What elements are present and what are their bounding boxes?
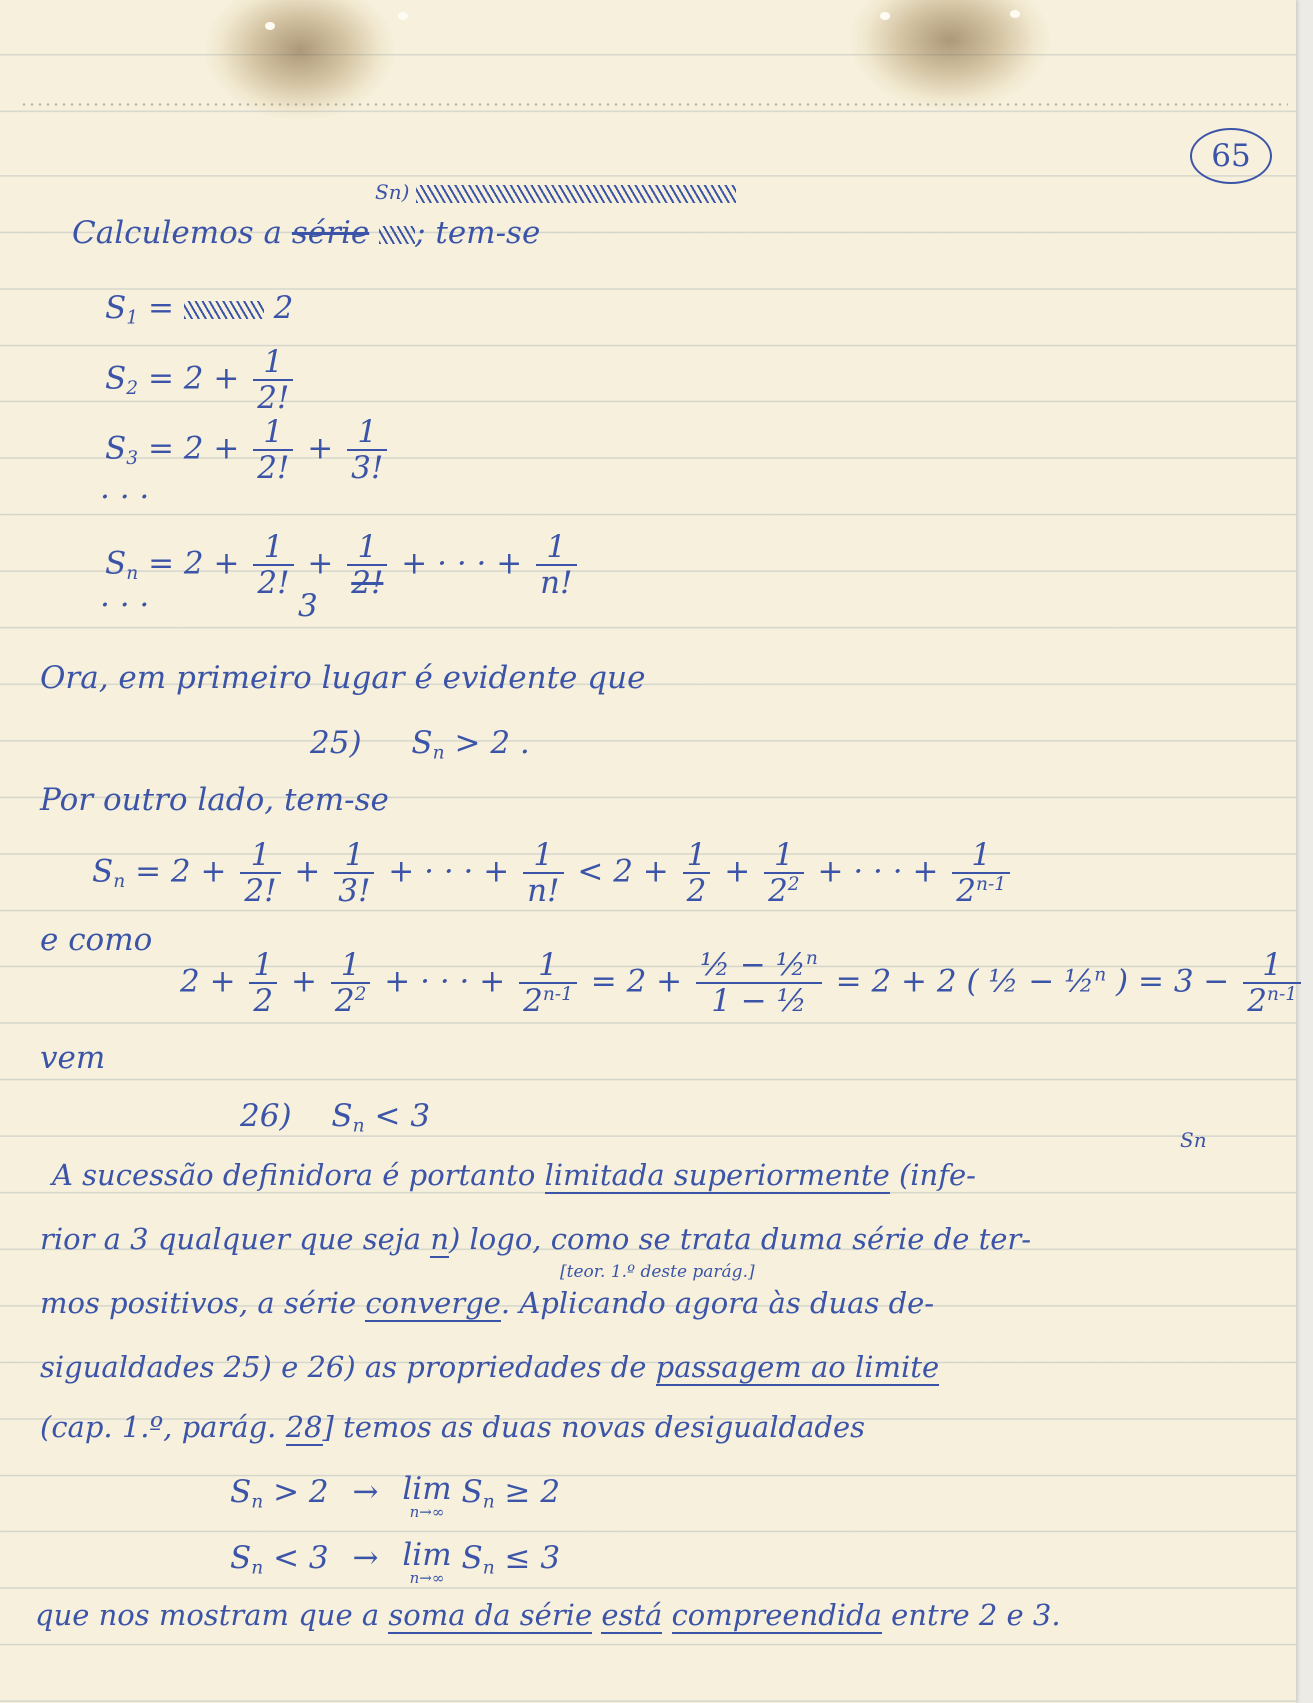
limit: [402, 1537, 452, 1587]
para-l3-a: mos positivos, a série: [40, 1286, 357, 1320]
s1-symbol: S: [105, 290, 127, 326]
s1-value: 2: [273, 290, 294, 326]
denominator: 2!: [257, 565, 290, 602]
eq25-tag: 25): [310, 725, 362, 761]
s1-equals: =: [147, 290, 174, 326]
numerator: 1: [1243, 948, 1301, 984]
exponent: 2: [354, 983, 367, 1005]
perforation-line: [20, 103, 1288, 106]
lim-text: lim: [402, 1471, 452, 1507]
para-l5-c: ] temos as duas novas desigualdades: [322, 1410, 866, 1444]
ineq-lt: < 2 +: [577, 853, 669, 890]
denominator: [952, 874, 1010, 908]
ineq-s: S: [92, 853, 114, 890]
para-l3-converge: converge: [365, 1286, 501, 1320]
fraction: [536, 530, 576, 600]
eq25-subscript: n: [432, 742, 445, 764]
binder-hole-4: [1010, 10, 1020, 18]
binder-hole-1: [265, 22, 275, 30]
calculemos-text: Calculemos a: [72, 215, 283, 251]
s2-symbol: S: [105, 360, 127, 397]
denominator: 3!: [351, 450, 384, 487]
denominator: 2: [253, 983, 274, 1020]
eq26-s: S: [331, 1098, 353, 1134]
imp2-subscript: n: [251, 1557, 264, 1579]
numerator: 1: [347, 530, 387, 566]
eq26-tag: 26): [240, 1098, 292, 1134]
line-vem: vem: [40, 1040, 106, 1076]
sn-rhs: = 2 +: [148, 545, 240, 582]
imp2-subscript-2: n: [482, 1557, 495, 1579]
base: 2: [956, 873, 977, 910]
numerator: 1: [249, 948, 277, 984]
denominator: 3!: [338, 873, 371, 910]
plus: +: [291, 963, 317, 1000]
exponent: n-1: [542, 983, 573, 1005]
para-note: [teor. 1.º deste parág.]: [560, 1262, 755, 1282]
s1-subscript: 1: [126, 307, 139, 329]
fraction: [523, 838, 563, 908]
numerator: 1: [347, 415, 387, 451]
para-line-2: [40, 1222, 1031, 1256]
geo-start: 2 +: [180, 963, 236, 1000]
equation-25: [310, 725, 530, 764]
line-ora: Ora, em primeiro lugar é evidente que: [40, 660, 646, 696]
limit: [402, 1471, 452, 1521]
sn-middle: + · · · +: [401, 545, 523, 582]
denominator: 2!: [257, 380, 290, 417]
numerator: 1: [331, 948, 371, 984]
numerator: 1: [253, 415, 293, 451]
imp2-left: < 3: [273, 1540, 329, 1576]
plus: +: [294, 853, 321, 890]
numerator: 1: [764, 838, 804, 874]
s3-subscript: 3: [126, 448, 139, 470]
lim-under: n→∞: [409, 1503, 445, 1521]
fraction: [764, 838, 804, 908]
insertion-text: Sn): [375, 180, 410, 204]
para-l2-n: n: [430, 1222, 449, 1256]
denominator: [331, 984, 371, 1018]
geometric-sum-line: [180, 948, 1305, 1018]
final-d: compreendida: [671, 1598, 882, 1632]
numerator: 1: [253, 345, 293, 381]
eq25-s: S: [411, 725, 433, 761]
denominator: [1243, 984, 1301, 1018]
final-line: [35, 1598, 1061, 1632]
imp1-subscript-2: n: [482, 1491, 495, 1513]
para-l4-a: sigualdades 25) e 26) as propriedades de: [40, 1350, 647, 1384]
fraction: [952, 838, 1010, 908]
plus: +: [307, 545, 334, 582]
binder-hole-3: [880, 12, 890, 20]
crossed-out-scribble: [416, 185, 736, 203]
inequality-line: [92, 838, 1014, 908]
fraction: [240, 838, 280, 908]
numerator: 1: [240, 838, 280, 874]
ineq-lhs: = 2 +: [135, 853, 227, 890]
eq26-body: < 3: [374, 1098, 431, 1134]
equation-26: [240, 1098, 430, 1137]
crossed-scribble-small: [379, 226, 415, 244]
geo-eq2-end: ) = 3 −: [1116, 963, 1230, 1000]
s2-rhs: = 2 +: [147, 360, 240, 397]
arrow-icon: →: [352, 1540, 379, 1576]
para-l3-c: . Aplicando agora às duas de-: [500, 1286, 935, 1320]
ineq-subscript: n: [113, 871, 126, 893]
equation-s1: [105, 290, 293, 329]
base: 2: [1247, 983, 1267, 1020]
s1-scribble: [184, 301, 264, 319]
ineq-middle-2: + · · · +: [817, 853, 939, 890]
fraction: [519, 948, 577, 1018]
numerator: 1: [523, 838, 563, 874]
equation-sn: [105, 530, 581, 600]
denominator: 1 − ½: [711, 983, 807, 1020]
correction-3: 3: [298, 588, 318, 624]
imp1-s2: S: [461, 1474, 483, 1510]
numerator: [696, 948, 822, 984]
fraction: [253, 530, 293, 600]
para-l5-28: 28: [285, 1410, 323, 1444]
para-l1-a: A sucessão definidora é portanto: [52, 1158, 536, 1192]
base: 2: [523, 983, 543, 1020]
plus: +: [307, 430, 334, 467]
exponent: n-1: [976, 873, 1007, 895]
denominator: 2: [686, 873, 707, 910]
para-line-1: [52, 1158, 976, 1192]
denominator: n!: [527, 873, 560, 910]
imp1-s: S: [230, 1474, 252, 1510]
final-b: soma da série: [388, 1598, 593, 1632]
para-line-4: [40, 1350, 939, 1384]
equation-s2: [105, 345, 297, 415]
para-line-5: [40, 1410, 865, 1444]
exponent: 2: [787, 873, 800, 895]
base: 2: [334, 983, 355, 1020]
numerator: 1: [519, 948, 577, 984]
lim-text: lim: [402, 1537, 452, 1573]
fraction: [1243, 948, 1301, 1018]
s3-rhs: = 2 +: [147, 430, 240, 467]
fraction: [249, 948, 277, 1018]
dots-1: . . .: [100, 470, 150, 506]
dots-2: . . .: [100, 578, 150, 614]
exponent: n-1: [1266, 983, 1298, 1005]
exponent: n: [805, 947, 818, 969]
numerator-text: ½ − ½: [700, 947, 806, 983]
fraction: [331, 948, 371, 1018]
implication-1: [230, 1471, 561, 1521]
binder-hole-2: [398, 12, 408, 20]
numerator: 1: [952, 838, 1010, 874]
base: 2: [768, 873, 788, 910]
geo-eq1: = 2 +: [590, 963, 683, 1000]
para-l5-a: (cap. 1.º, parág.: [40, 1410, 277, 1444]
tem-se-text: ; tem-se: [415, 215, 541, 251]
imp1-subscript: n: [251, 1491, 264, 1513]
para-l4-passagem: passagem ao limite: [655, 1350, 940, 1384]
numerator: 1: [253, 530, 293, 566]
para-line-3: [40, 1286, 934, 1320]
line-calculemos: [72, 215, 540, 251]
para-l2-a: rior a 3 qualquer que seja: [40, 1222, 422, 1256]
geo-eq2: = 2 + 2 ( ½ − ½: [835, 963, 1095, 1000]
fraction: [253, 345, 293, 415]
line-por-outro: Por outro lado, tem-se: [40, 782, 389, 818]
denominator-crossed: 2!: [351, 565, 384, 602]
denominator: 2!: [244, 873, 277, 910]
denominator: n!: [540, 565, 573, 602]
imp2-s: S: [230, 1540, 252, 1576]
geo-middle: + · · · +: [384, 963, 506, 1000]
sn-symbol: S: [105, 545, 127, 582]
exponent: n: [1094, 964, 1107, 986]
imp2-s2: S: [461, 1540, 483, 1576]
implication-2: [230, 1537, 561, 1587]
para-l1-underlined: limitada superiormente: [544, 1158, 890, 1192]
para-l1-c: (infe-: [898, 1158, 976, 1192]
numerator: 1: [683, 838, 711, 874]
denominator: [764, 874, 804, 908]
insertion-above: [375, 180, 736, 204]
imp1-right: ≥ 2: [504, 1474, 561, 1510]
final-a: que nos mostram que a: [35, 1598, 380, 1632]
fraction: [683, 838, 711, 908]
para-over-sn: Sn: [1180, 1128, 1207, 1152]
fraction: [347, 415, 387, 485]
imp2-right: ≤ 3: [504, 1540, 561, 1576]
imp1-left: > 2: [273, 1474, 329, 1510]
fraction: [696, 948, 822, 1018]
plus: +: [724, 853, 751, 890]
s3-symbol: S: [105, 430, 127, 467]
fraction-corrected: [347, 530, 387, 600]
sn-subscript: n: [126, 563, 139, 585]
numerator: 1: [536, 530, 576, 566]
ineq-middle: + · · · +: [388, 853, 510, 890]
final-e: entre 2 e 3.: [891, 1598, 1061, 1632]
lim-under: n→∞: [409, 1569, 445, 1587]
denominator: [519, 984, 577, 1018]
eq26-subscript: n: [352, 1115, 365, 1137]
numerator: 1: [334, 838, 374, 874]
arrow-icon: →: [352, 1474, 379, 1510]
final-c: está: [601, 1598, 663, 1632]
para-l2-c: ) logo, como se trata duma série de ter-: [449, 1222, 1032, 1256]
crossed-word: série: [291, 215, 370, 251]
denominator: 2!: [257, 450, 290, 487]
line-e-como: e como: [40, 922, 153, 958]
fraction: [334, 838, 374, 908]
page-number: 65: [1190, 128, 1272, 184]
burn-mark-left: [205, 0, 395, 120]
eq25-body: > 2 .: [454, 725, 530, 761]
s2-subscript: 2: [126, 378, 139, 400]
fraction: [253, 415, 293, 485]
